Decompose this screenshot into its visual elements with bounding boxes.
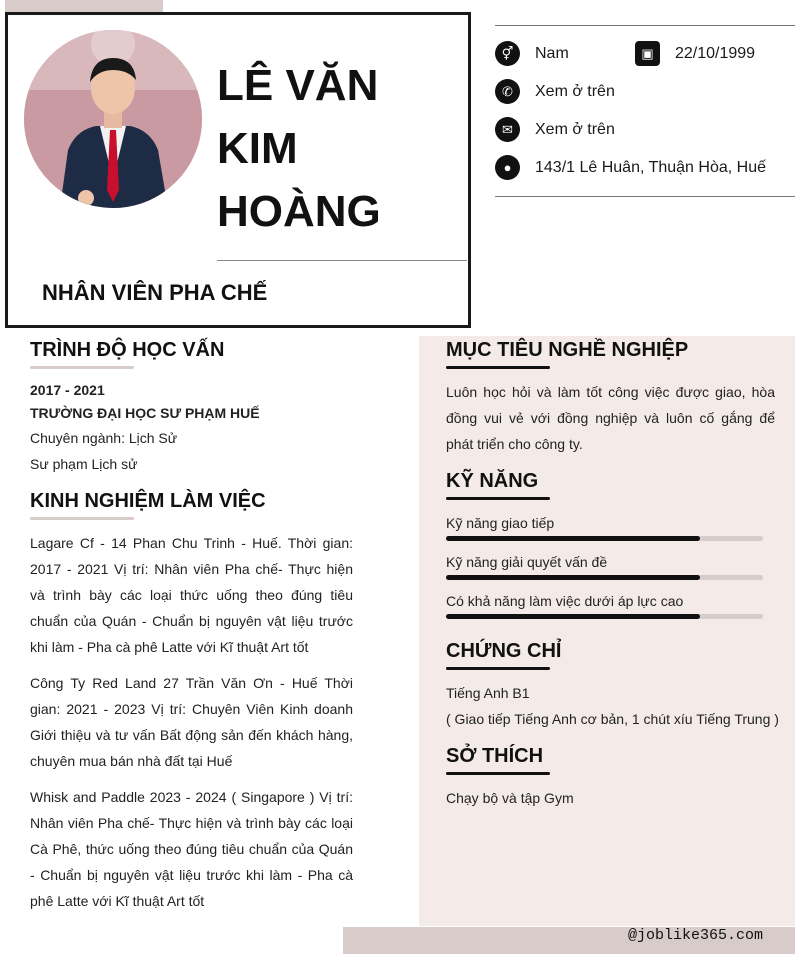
hobbies-text: Chạy bộ và tập Gym	[446, 790, 574, 806]
skill-label: Kỹ năng giải quyết vấn đề	[446, 554, 608, 570]
objective-underline	[446, 366, 550, 369]
hobbies-underline	[446, 772, 550, 775]
skills-underline	[446, 497, 550, 500]
education-title: TRÌNH ĐỘ HỌC VẤN	[30, 339, 225, 361]
birthday-value: 22/10/1999	[675, 44, 756, 62]
certificate-note: ( Giao tiếp Tiếng Anh cơ bản, 1 chút xíu Tiếng Trung )	[446, 711, 779, 727]
job-title: NHÂN VIÊN PHA CHẾ	[42, 280, 268, 305]
education-years: 2017 - 2021	[30, 382, 105, 398]
skills-title: KỸ NĂNG	[446, 470, 539, 492]
phone-row	[495, 79, 615, 104]
certificate-item: Tiếng Anh B1	[446, 685, 530, 701]
education-underline	[30, 366, 134, 369]
gender-row	[495, 41, 569, 66]
skill-bar	[446, 536, 763, 541]
mail-icon: ✉	[495, 117, 520, 142]
name-line-3: HOÀNG	[217, 187, 381, 236]
address-value: 143/1 Lê Huân, Thuận Hòa, Huế	[535, 158, 766, 176]
education-school: TRƯỜNG ĐẠI HỌC SƯ PHẠM HUẾ	[30, 405, 260, 421]
skill-label: Kỹ năng giao tiếp	[446, 515, 555, 531]
experience-item: Lagare Cf - 14 Phan Chu Trinh - Huế. Thời gian: 2017 - 2021 Vị trí: Nhân viên Pha chế- Thực hiện và trình bày các loại thức uống theo đúng tiêu chuẩn của Quán - Chuẩn bị nguyên vật liệu trước khi làm - Pha cà phê Latte với Kĩ thuật Art tốt	[30, 535, 353, 655]
address-row	[495, 155, 766, 180]
name-divider	[217, 260, 467, 261]
calendar-icon: ▣	[635, 41, 660, 66]
skill-bar-fill	[446, 575, 700, 580]
experience-title: KINH NGHIỆM LÀM VIỆC	[30, 490, 266, 512]
skill-bar-fill	[446, 536, 700, 541]
email-value: Xem ở trên	[535, 120, 615, 138]
skill-bar	[446, 614, 763, 619]
name-line-2: KIM	[217, 124, 298, 173]
objective-text: Luôn học hỏi và làm tốt công việc được giao, hòa đồng vui vẻ với đồng nghiệp và luôn cố gắng để phát triển cho công ty.	[446, 384, 775, 452]
skill-bar	[446, 575, 763, 580]
experience-item: Công Ty Red Land 27 Trần Văn Ơn - Huế Thời gian: 2021 - 2023 Vị trí: Chuyên Viên Kinh doanh Giới thiệu và tư vấn Bất động sản đến khách hàng, chuyên mua bán nhà đất tại Huế	[30, 675, 353, 769]
objective-title: MỤC TIÊU NGHỀ NGHIỆP	[446, 339, 689, 361]
hobbies-title: SỞ THÍCH	[446, 745, 544, 767]
phone-icon: ✆	[495, 79, 520, 104]
full-name	[217, 54, 457, 243]
skill-label: Có khả năng làm việc dưới áp lực cao	[446, 593, 684, 609]
birthday-row	[635, 41, 755, 66]
experience-underline	[30, 517, 134, 520]
profile-photo	[24, 30, 202, 208]
gender-value: Nam	[535, 44, 569, 62]
skill-bar-fill	[446, 614, 700, 619]
gender-icon: ⚥	[495, 41, 520, 66]
name-line-1: LÊ VĂN	[217, 61, 379, 110]
footer-watermark: @joblike365.com	[628, 927, 764, 944]
contact-top-divider	[495, 25, 795, 26]
certificates-title: CHỨNG CHỈ	[446, 640, 562, 662]
location-icon: ●	[495, 155, 520, 180]
education-program: Sư phạm Lịch sử	[30, 456, 138, 472]
certificates-underline	[446, 667, 550, 670]
education-major: Chuyên ngành: Lịch Sử	[30, 430, 178, 446]
email-row	[495, 117, 615, 142]
contact-bottom-divider	[495, 196, 795, 197]
experience-item: Whisk and Paddle 2023 - 2024 ( Singapore ) Vị trí: Nhân viên Pha chế- Thực hiện và trình bày các loại Cà Phê, thức uống theo đúng tiêu chuẩn của Quán - Chuẩn bị nguyên vật liệu trước khi làm - Pha cà phê Latte với Kĩ thuật Art tốt	[30, 789, 353, 909]
phone-value: Xem ở trên	[535, 82, 615, 100]
